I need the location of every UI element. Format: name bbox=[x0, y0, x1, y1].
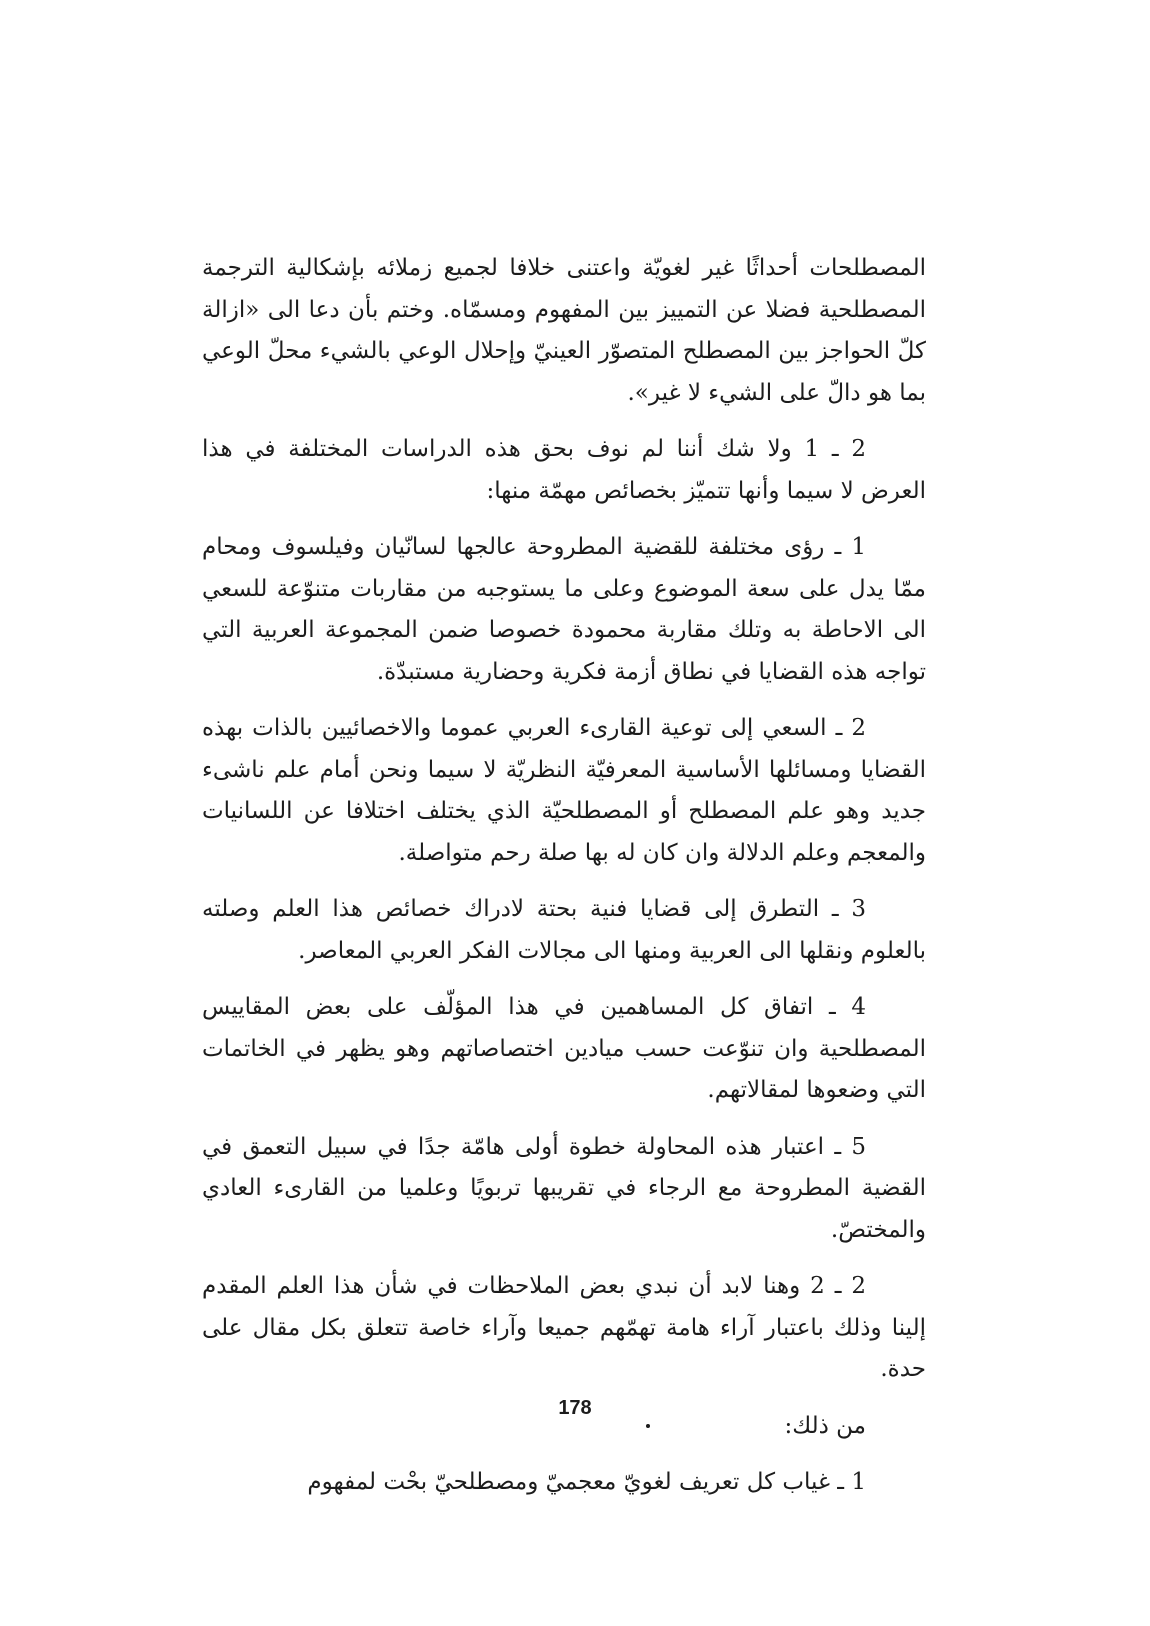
paragraph-2: 2 ـ 1 ولا شك أننا لم نوف بحق هذه الدراسات المختلفة في هذا العرض لا سيما وأنها تتميّز بخصائص مهمّة منها: bbox=[202, 436, 926, 504]
paragraph-9: من ذلك: bbox=[784, 1412, 866, 1439]
paragraph-3: 1 ـ رؤى مختلفة للقضية المطروحة عالجها لسانّيان وفيلسوف ومحام ممّا يدل على سعة الموضوع وعلى ما يستوجبه من مقاربات متنوّعة للسعي الى الاحاطة به وتلك مقاربة محمودة خصوصا ضمن المجموعة العربية التي تواجه هذه القضايا في نطاق أزمة فكرية وحضارية مستبدّة. bbox=[202, 534, 926, 685]
print-speck bbox=[646, 1424, 650, 1428]
page-number: 178 bbox=[558, 1397, 592, 1419]
paragraph-5: 3 ـ التطرق إلى قضايا فنية بحتة لادراك خصائص هذا العلم وصلته بالعلوم ونقلها الى العربية ومنها الى مجالات الفكر العربي المعاصر. bbox=[202, 896, 926, 964]
body-text bbox=[202, 248, 926, 1519]
paragraph-4: 2 ـ السعي إلى توعية القارىء العربي عموما والاخصائيين بالذات بهذه القضايا ومسائلها الأساسية المعرفيّة النظريّة لا سيما ونحن أمام علم ناشىء جديد وهو علم المصطلح أو المصطلحيّة الذي يختلف اختلافا عن اللسانيات والمعجم وعلم الدلالة وان كان له بها صلة رحم متواصلة. bbox=[202, 715, 926, 866]
paragraph-1: المصطلحات أحداثًا غير لغويّة واعتنى خلافا لجميع زملائه بإشكالية الترجمة المصطلحية فضلا عن التمييز بين المفهوم ومسمّاه. وختم بأن دعا الى «ازالة كلّ الحواجز بين المصطلح المتصوّر العينيّ وإحلال الوعي بالشيء محلّ الوعي بما هو دالّ على الشيء لا غير». bbox=[202, 255, 926, 406]
paragraph-10: 1 ـ غياب كل تعريف لغويّ معجميّ ومصطلحيّ بحْت لمفهوم bbox=[307, 1469, 866, 1495]
paragraph-6: 4 ـ اتفاق كل المساهمين في هذا المؤلّف على بعض المقاييس المصطلحية وان تنوّعت حسب ميادين اختصاصاتهم وهو يظهر في الخاتمات التي وضعوها لمقالاتهم. bbox=[202, 994, 926, 1103]
paragraph-7: 5 ـ اعتبار هذه المحاولة خطوة أولى هامّة جدًا في سبيل التعمق في القضية المطروحة مع الرجاء في تقريبها تربويًا وعلميا من القارىء العادي والمختصّ. bbox=[202, 1133, 926, 1243]
paragraph-8: 2 ـ 2 وهنا لابد أن نبدي بعض الملاحظات في شأن هذا العلم المقدم إلينا وذلك باعتبار آراء هامة تهمّهم جميعا وآراء خاصة تتعلق بكل مقال على حدة. bbox=[202, 1273, 926, 1382]
